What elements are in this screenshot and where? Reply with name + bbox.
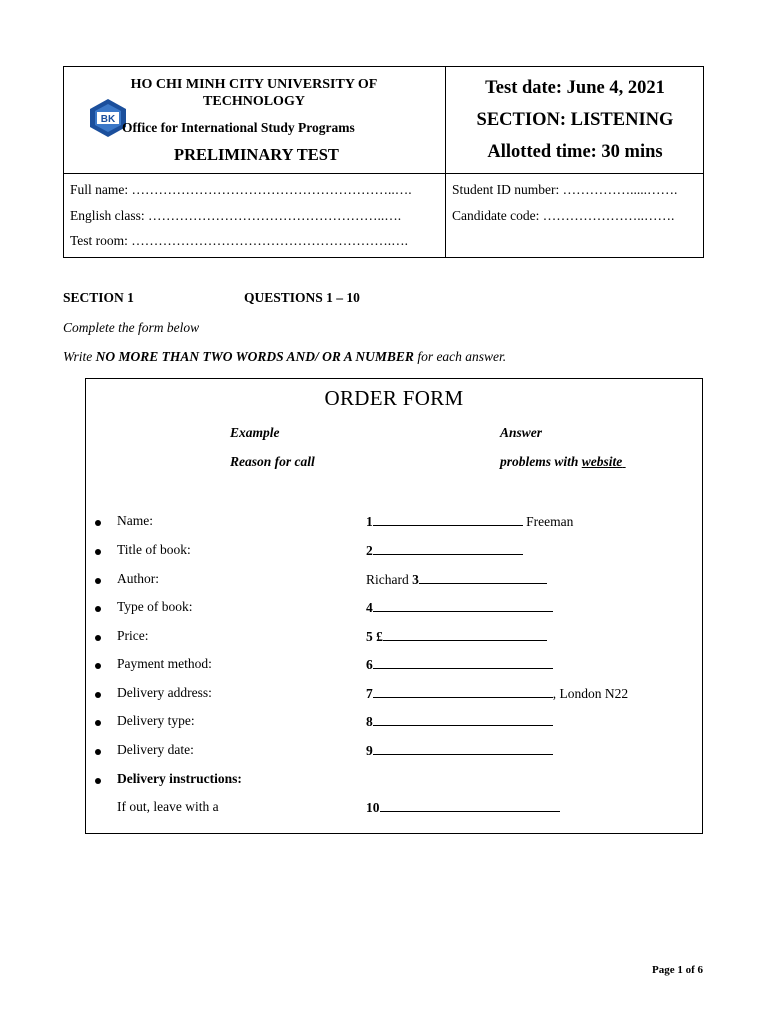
answer-blank-1[interactable]: 1 Freeman bbox=[366, 514, 574, 529]
bullet-icon bbox=[95, 549, 101, 555]
bullet-icon bbox=[95, 520, 101, 526]
section-label: SECTION 1 bbox=[63, 290, 134, 305]
example-label: Example bbox=[230, 425, 280, 440]
answer-blank-6[interactable]: 6 bbox=[366, 656, 553, 673]
leave-with-label: If out, leave with a bbox=[117, 799, 219, 814]
instruction-complete: Complete the form below bbox=[63, 320, 200, 335]
test-section: SECTION: LISTENING bbox=[476, 110, 674, 130]
item-label: Type of book: bbox=[117, 599, 193, 614]
candidate-code-field: Candidate code: …………………..……. bbox=[452, 208, 675, 223]
bullet-icon bbox=[95, 749, 101, 755]
answer-blank-9[interactable]: 9 bbox=[366, 742, 553, 759]
english-class-field: English class: ……………………………………………..…. bbox=[70, 208, 402, 223]
answer-blank-3[interactable]: Richard 3 bbox=[366, 571, 547, 588]
allotted-time: Allotted time: 30 mins bbox=[487, 142, 663, 162]
bullet-icon bbox=[95, 720, 101, 726]
example-question: Reason for call bbox=[230, 454, 315, 469]
header-table bbox=[63, 66, 704, 258]
item-label: Price: bbox=[117, 628, 149, 643]
item-label: Author: bbox=[117, 571, 159, 586]
order-form-box bbox=[85, 378, 703, 834]
instruction-word-limit: Write NO MORE THAN TWO WORDS AND/ OR A NUMBER for each answer. bbox=[63, 349, 507, 364]
header-divider bbox=[64, 173, 703, 174]
example-answer: problems with website bbox=[500, 454, 623, 469]
item-label: Payment method: bbox=[117, 656, 212, 671]
bullet-icon bbox=[95, 663, 101, 669]
delivery-instructions-label: Delivery instructions: bbox=[117, 771, 242, 786]
test-name: PRELIMINARY TEST bbox=[174, 145, 339, 164]
answer-blank-2[interactable]: 2 bbox=[366, 542, 523, 559]
item-label: Delivery type: bbox=[117, 713, 195, 728]
bullet-icon bbox=[95, 692, 101, 698]
test-room-field: Test room: ………………………………………………….…. bbox=[70, 233, 409, 248]
logo-text: BK bbox=[100, 114, 116, 125]
answer-blank-7[interactable]: 7 , London N22 bbox=[366, 686, 629, 701]
item-label: Delivery address: bbox=[117, 685, 212, 700]
bullet-icon bbox=[95, 778, 101, 784]
item-label: Delivery date: bbox=[117, 742, 194, 757]
test-date: Test date: June 4, 2021 bbox=[485, 78, 665, 98]
page-number: Page 1 of 6 bbox=[652, 964, 704, 976]
office-name: Office for International Study Programs bbox=[122, 120, 355, 135]
answer-blank-8[interactable]: 8 bbox=[366, 713, 553, 730]
bullet-icon bbox=[95, 635, 101, 641]
answer-label: Answer bbox=[500, 425, 543, 440]
full-name-field: Full name: …………………………………………………..…. bbox=[70, 182, 412, 197]
questions-range: QUESTIONS 1 – 10 bbox=[244, 290, 360, 305]
item-label: Title of book: bbox=[117, 542, 191, 557]
bullet-icon bbox=[95, 578, 101, 584]
answer-blank-5[interactable]: 5 £ bbox=[366, 628, 547, 645]
answer-blank-4[interactable]: 4 bbox=[366, 599, 553, 616]
bullet-icon bbox=[95, 606, 101, 612]
order-form-title: ORDER FORM bbox=[324, 386, 464, 410]
item-label: Name: bbox=[117, 513, 153, 528]
university-name: HO CHI MINH CITY UNIVERSITY OF TECHNOLOGY bbox=[130, 77, 378, 109]
answer-blank-10[interactable]: 10 bbox=[366, 799, 560, 816]
student-id-field: Student ID number: …………….....……. bbox=[452, 182, 678, 197]
